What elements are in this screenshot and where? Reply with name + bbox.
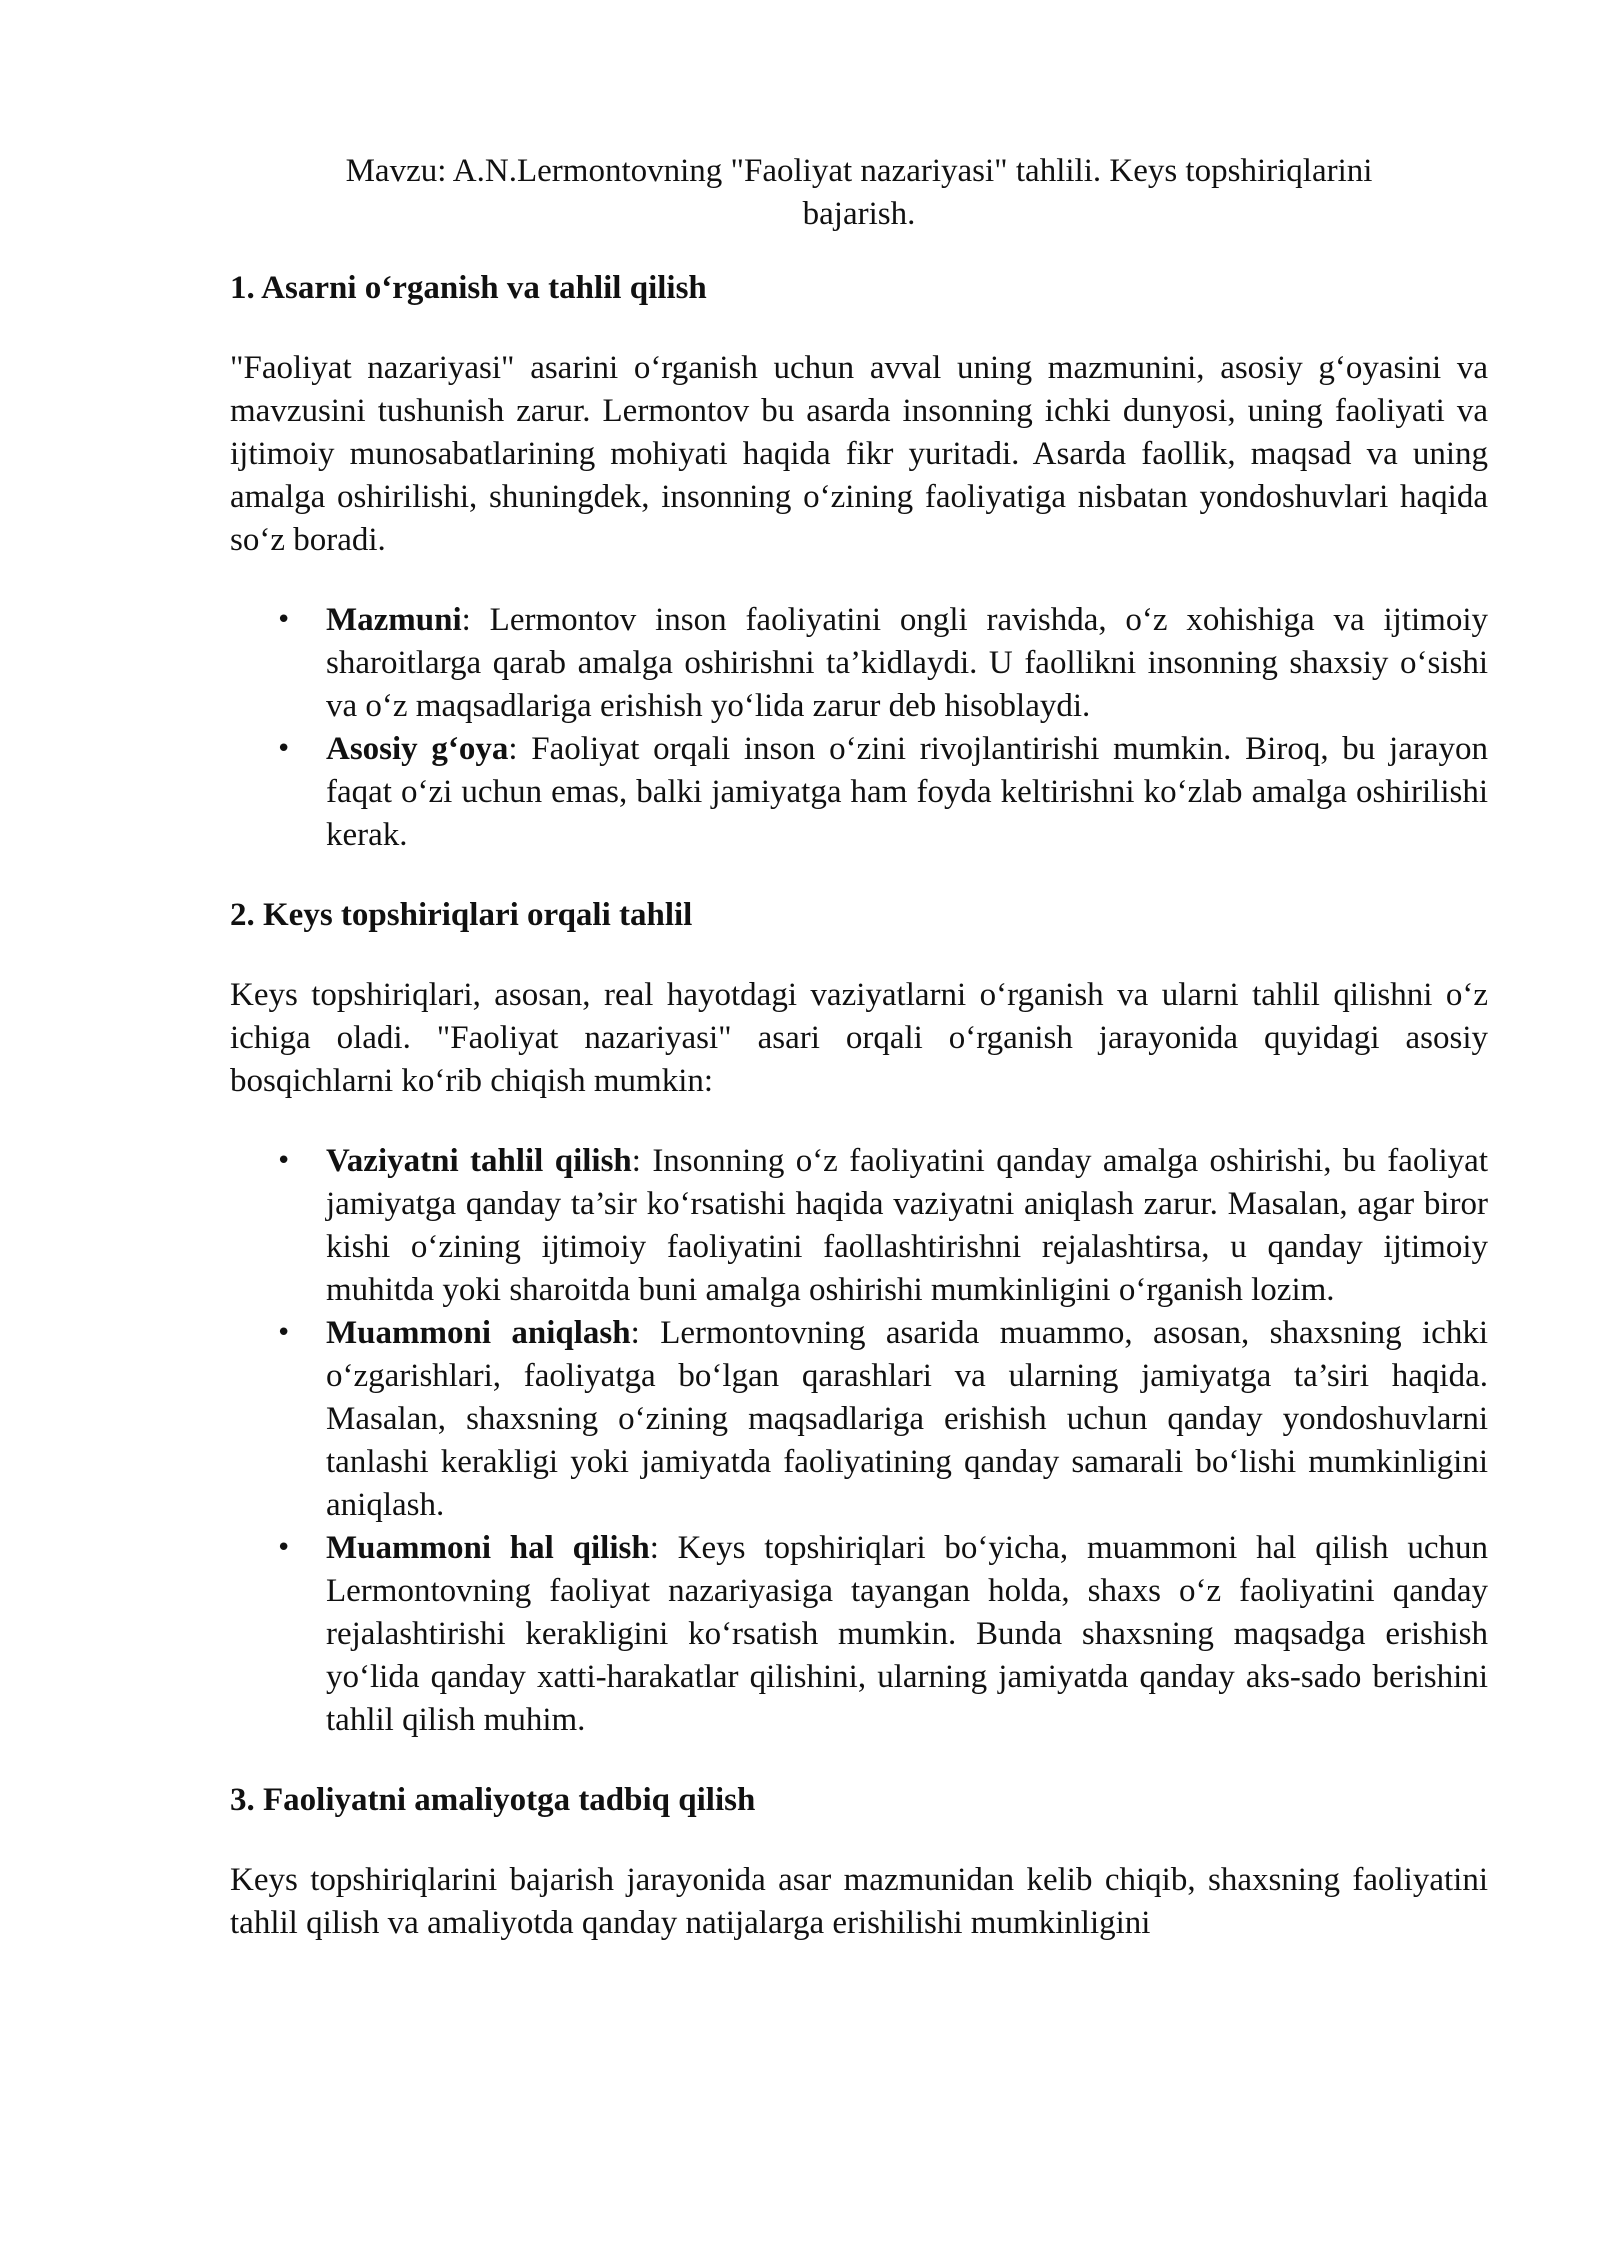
list-item-text: : Insonning o‘z faoliyatini qanday amalga oshirishi, bu faoliyat jamiyatga qanday ta’sir ko‘rsatishi haqida vaziyatni aniqlash zarur. Masalan, agar biror kishi o‘zining ijtimoiy faoliyatini faollashtirishni rejalashtirsa, u qanday ijtimoiy muhitda yoki sharoitda buni amalga oshirishi mumkinligini o‘rganish lozim.: [326, 1143, 1488, 1308]
section-heading: 2. Keys topshiriqlari orqali tahlil: [230, 897, 693, 933]
section-paragraph: Keys topshiriqlari, asosan, real hayotdagi vaziyatlarni o‘rganish va ularni tahlil qilishni o‘z ichiga oladi. "Faoliyat nazariyasi" asari orqali o‘rganish jarayonida quyidagi asosiy bosqichlarni ko‘rib chiqish mumkin:: [230, 977, 1488, 1099]
section-heading: 1. Asarni o‘rganish va tahlil qilish: [230, 270, 707, 306]
list-item-text: : Lermontovning asarida muammo, asosan, shaxsning ichki o‘zgarishlari, faoliyatga bo‘lgan qarashlari va ularning jamiyatga ta’siri haqida. Masalan, shaxsning o‘zining maqsadlariga erishish uchun qanday yondoshuvlarni tanlashi kerakligi yoki jamiyatda faoliyatining qanday samarali bo‘lishi mumkinligini aniqlash.: [326, 1315, 1488, 1523]
section-paragraph: "Faoliyat nazariyasi" asarini o‘rganish uchun avval uning mazmunini, asosiy g‘oyasini va mavzusini tushunish zarur. Lermontov bu asarda insonning ichki dunyosi, uning faoliyati va ijtimoiy munosabatlarining mohiyati haqida fikr yuritadi. Asarda faollik, maqsad va uning amalga oshirilishi, shuningdek, insonning o‘zining faoliyatiga nisbatan yondoshuvlari haqida so‘z boradi.: [230, 350, 1488, 558]
section-1: [230, 267, 1488, 857]
list-item-text: : Keys topshiriqlari bo‘yicha, muammoni hal qilish uchun Lermontovning faoliyat nazariyasiga tayangan holda, shaxs o‘z faoliyatini qanday rejalashtirishi kerakligini ko‘rsatish mumkin. Bunda shaxsning maqsadga erishish yo‘lida qanday xatti-harakatlar qilishini, ularning jamiyatda qanday aks-sado berishini tahlil qilish muhim.: [326, 1530, 1488, 1738]
section-paragraph: Keys topshiriqlarini bajarish jarayonida asar mazmunidan kelib chiqib, shaxsning faoliyatini tahlil qilish va amaliyotda qanday natijalarga erishilishi mumkinligini: [230, 1862, 1488, 1941]
section-2: [230, 894, 1488, 1742]
bullet-icon: •: [276, 734, 292, 764]
section-3: [230, 1779, 1488, 1945]
list-item: [276, 1527, 1488, 1742]
bullet-list: [230, 599, 1488, 857]
bullet-icon: •: [276, 605, 292, 635]
list-item-text: : Lermontov inson faoliyatini ongli ravishda, o‘z xohishiga va ijtimoiy sharoitlarga qarab amalga oshirishni ta’kidlaydi. U faollikni insonning shaxsiy o‘sishi va o‘z maqsadlariga erishish yo‘lida zarur deb hisoblaydi.: [326, 602, 1488, 724]
bullet-icon: •: [276, 1146, 292, 1176]
list-item-term: Vaziyatni tahlil qilish: [326, 1143, 632, 1179]
list-item-term: Mazmuni: [326, 602, 462, 638]
title-line-1: Mavzu: A.N.Lermontovning "Faoliyat nazariyasi" tahlili. Keys topshiriqlarini: [345, 153, 1373, 189]
list-item: [276, 1312, 1488, 1527]
list-item-term: Muammoni aniqlash: [326, 1315, 631, 1351]
list-item: [276, 728, 1488, 857]
document-title: [230, 150, 1488, 236]
bullet-icon: •: [276, 1318, 292, 1348]
list-item-term: Muammoni hal qilish: [326, 1530, 650, 1566]
list-item: [276, 599, 1488, 728]
document-page: [230, 150, 1488, 1982]
section-heading: 3. Faoliyatni amaliyotga tadbiq qilish: [230, 1782, 756, 1818]
list-item: [276, 1140, 1488, 1312]
bullet-list: [230, 1140, 1488, 1742]
list-item-term: Asosiy g‘oya: [326, 731, 509, 767]
list-item-text: : Faoliyat orqali inson o‘zini rivojlantirishi mumkin. Biroq, bu jarayon faqat o‘zi uchun emas, balki jamiyatga ham foyda keltirishni ko‘zlab amalga oshirilishi kerak.: [326, 731, 1488, 853]
title-line-2: bajarish.: [802, 196, 916, 232]
bullet-icon: •: [276, 1533, 292, 1563]
